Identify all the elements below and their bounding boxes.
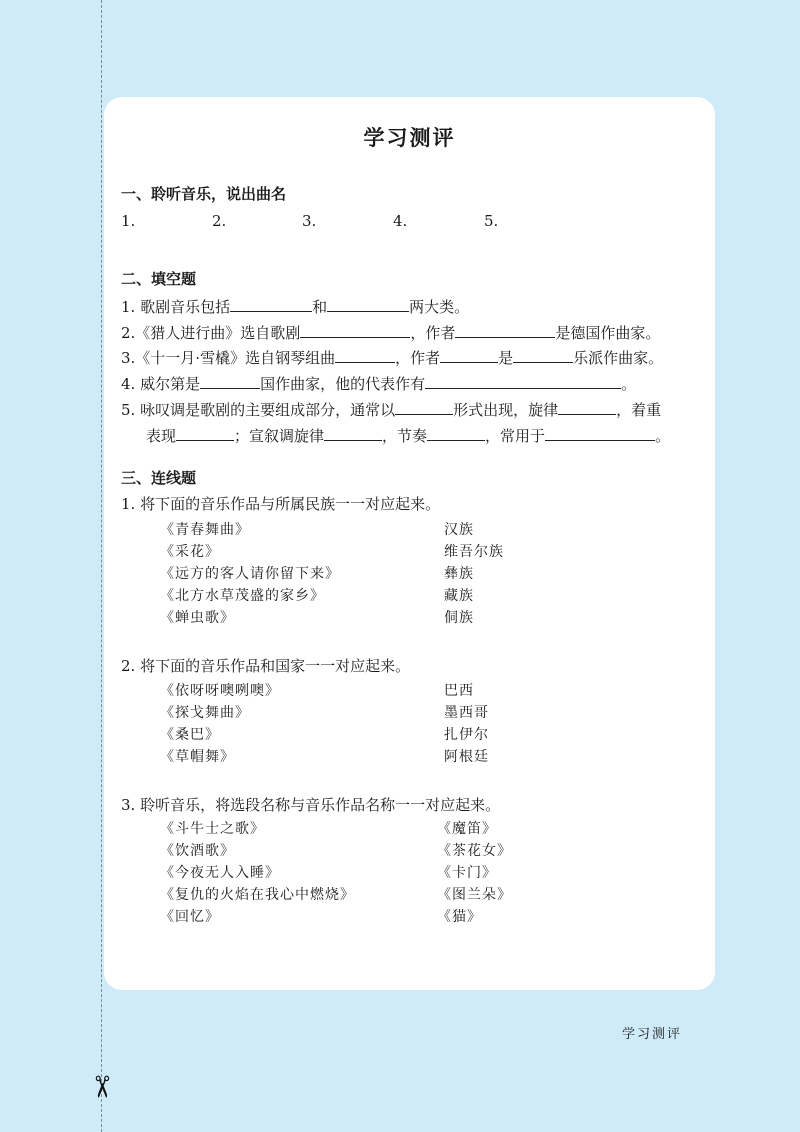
match-3-prompt: 3. 聆听音乐，将选段名称与音乐作品名称一一对应起来。 bbox=[121, 796, 501, 814]
match-2-left-3: 《桑巴》 bbox=[160, 727, 220, 743]
match-3-right-2: 《茶花女》 bbox=[437, 843, 512, 859]
fill-question-5 bbox=[121, 399, 661, 420]
q5-blank-1[interactable] bbox=[395, 400, 453, 415]
q1-blank-2[interactable] bbox=[327, 297, 409, 312]
q5b-blank-2[interactable] bbox=[324, 426, 382, 441]
cut-line bbox=[101, 0, 102, 1132]
section-1-heading: 一、聆听音乐，说出曲名 bbox=[121, 185, 287, 203]
q5b-text-c: ，节奏 bbox=[382, 427, 428, 445]
q3-blank-2[interactable] bbox=[440, 348, 498, 363]
q5-text-a: 5. 咏叹调是歌剧的主要组成部分，通常以 bbox=[121, 401, 396, 419]
q5-text-c: ，着重 bbox=[616, 401, 662, 419]
q2-text-b: ，作者 bbox=[410, 324, 456, 342]
match-1-right-2: 维吾尔族 bbox=[444, 544, 504, 560]
match-1-left-1: 《青春舞曲》 bbox=[160, 522, 250, 538]
match-1-right-4: 藏族 bbox=[444, 588, 474, 604]
match-3-left-1: 《斗牛士之歌》 bbox=[160, 821, 265, 837]
match-3-right-4: 《图兰朵》 bbox=[437, 887, 512, 903]
q3-blank-1[interactable] bbox=[335, 348, 395, 363]
q5-text-b: 形式出现，旋律 bbox=[453, 401, 559, 419]
q5b-blank-1[interactable] bbox=[176, 426, 234, 441]
match-2-left-2: 《探戈舞曲》 bbox=[160, 705, 250, 721]
q1-blank-1[interactable] bbox=[230, 297, 312, 312]
q5b-text-d: ，常用于 bbox=[485, 427, 546, 445]
s1-item-1: 1. bbox=[121, 212, 136, 230]
q5b-blank-3[interactable] bbox=[427, 426, 485, 441]
q2-blank-1[interactable] bbox=[300, 323, 410, 338]
fill-question-4 bbox=[121, 373, 636, 394]
q5b-text-a: 表现 bbox=[146, 427, 177, 445]
scissors-icon: ✂ bbox=[83, 1074, 119, 1100]
page-footer: 学习测评 bbox=[622, 1027, 683, 1042]
match-2-left-4: 《草帽舞》 bbox=[160, 749, 235, 765]
q4-text-b: 国作曲家，他的代表作有 bbox=[260, 375, 426, 393]
fill-question-1 bbox=[121, 296, 469, 317]
q1-text-c: 两大类。 bbox=[409, 298, 470, 316]
match-3-left-4: 《复仇的火焰在我心中燃烧》 bbox=[160, 887, 355, 903]
q5b-text-b: ；宣叙调旋律 bbox=[234, 427, 325, 445]
s1-item-3: 3. bbox=[302, 212, 317, 230]
match-1-prompt: 1. 将下面的音乐作品与所属民族一一对应起来。 bbox=[121, 495, 441, 513]
match-2-right-2: 墨西哥 bbox=[444, 705, 489, 721]
s1-item-5: 5. bbox=[484, 212, 499, 230]
fill-question-3 bbox=[121, 347, 663, 368]
match-1-right-5: 侗族 bbox=[444, 610, 474, 626]
fill-question-2 bbox=[121, 322, 660, 343]
q3-text-c: 是 bbox=[498, 349, 514, 367]
s1-item-4: 4. bbox=[393, 212, 408, 230]
q2-text-c: 是德国作曲家。 bbox=[555, 324, 661, 342]
match-2-right-4: 阿根廷 bbox=[444, 749, 489, 765]
q4-blank-1[interactable] bbox=[200, 374, 260, 389]
q1-text-a: 1. 歌剧音乐包括 bbox=[121, 298, 231, 316]
q3-text-b: ，作者 bbox=[395, 349, 441, 367]
q5-blank-2[interactable] bbox=[558, 400, 616, 415]
q4-blank-2[interactable] bbox=[425, 374, 621, 389]
q1-text-b: 和 bbox=[312, 298, 328, 316]
match-3-right-5: 《猫》 bbox=[437, 909, 482, 925]
match-2-left-1: 《依呀呀噢咧噢》 bbox=[160, 683, 280, 699]
match-1-left-4: 《北方水草茂盛的家乡》 bbox=[160, 588, 325, 604]
q4-text-a: 4. 威尔第是 bbox=[121, 375, 201, 393]
section-3-heading: 三、连线题 bbox=[121, 469, 197, 487]
s1-item-2: 2. bbox=[212, 212, 227, 230]
match-3-left-5: 《回忆》 bbox=[160, 909, 220, 925]
match-1-left-5: 《蝉虫歌》 bbox=[160, 610, 235, 626]
q3-text-a: 3.《十一月·雪橇》选自钢琴组曲 bbox=[121, 349, 336, 367]
match-2-prompt: 2. 将下面的音乐作品和国家一一对应起来。 bbox=[121, 657, 411, 675]
match-1-left-2: 《采花》 bbox=[160, 544, 220, 560]
q3-text-d: 乐派作曲家。 bbox=[573, 349, 664, 367]
fill-question-5-cont bbox=[146, 425, 670, 446]
q5b-blank-4[interactable] bbox=[545, 426, 655, 441]
match-1-right-1: 汉族 bbox=[444, 522, 474, 538]
match-3-left-2: 《饮酒歌》 bbox=[160, 843, 235, 859]
q3-blank-3[interactable] bbox=[513, 348, 573, 363]
q5b-text-e: 。 bbox=[655, 427, 671, 445]
match-3-right-1: 《魔笛》 bbox=[437, 821, 497, 837]
match-3-right-3: 《卡门》 bbox=[437, 865, 497, 881]
match-1-right-3: 彝族 bbox=[444, 566, 474, 582]
match-3-left-3: 《今夜无人入睡》 bbox=[160, 865, 280, 881]
q4-text-c: 。 bbox=[621, 375, 637, 393]
section-2-heading: 二、填空题 bbox=[121, 270, 197, 288]
q2-text-a: 2.《猎人进行曲》选自歌剧 bbox=[121, 324, 301, 342]
page-title: 学习测评 bbox=[363, 126, 456, 150]
match-1-left-3: 《远方的客人请你留下来》 bbox=[160, 566, 340, 582]
match-2-right-3: 扎伊尔 bbox=[444, 727, 489, 743]
match-2-right-1: 巴西 bbox=[444, 683, 474, 699]
q2-blank-2[interactable] bbox=[455, 323, 555, 338]
